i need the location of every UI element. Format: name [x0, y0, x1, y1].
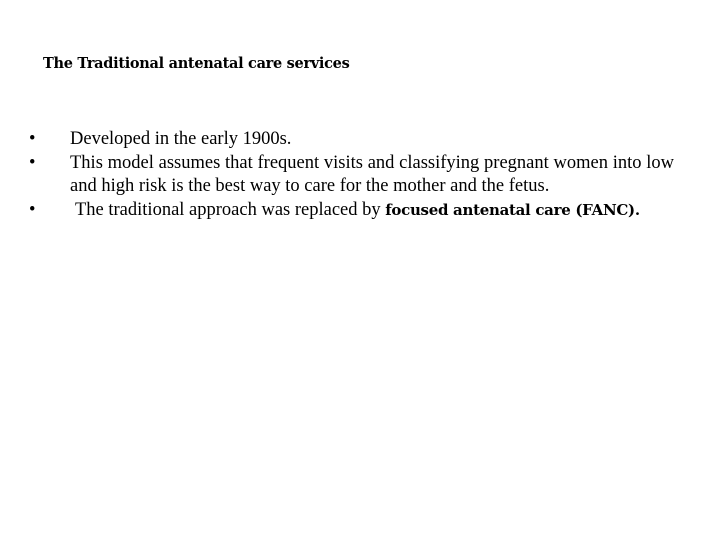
bullet-item: [29, 152, 674, 199]
bullet-marker: •: [29, 129, 36, 149]
slide-title: The Traditional antenatal care services: [43, 55, 350, 72]
bullet-marker: •: [29, 152, 36, 173]
bullet-item: [29, 128, 674, 152]
bullet-text: Developed in the early 1900s.: [70, 129, 292, 149]
bullet-text: This model assumes that frequent visits and classifying pregnant women into low and high risk is the best way to care for the mother and the fetus.: [70, 152, 674, 196]
bullet-text: [70, 199, 674, 223]
bullet-text-plain: The traditional approach was replaced by: [75, 199, 386, 220]
bullet-marker: •: [29, 199, 36, 220]
bullet-list: [29, 128, 674, 222]
bullet-text-emphasis: focused antenatal care (FANC).: [385, 200, 640, 219]
bullet-item: [29, 199, 674, 223]
